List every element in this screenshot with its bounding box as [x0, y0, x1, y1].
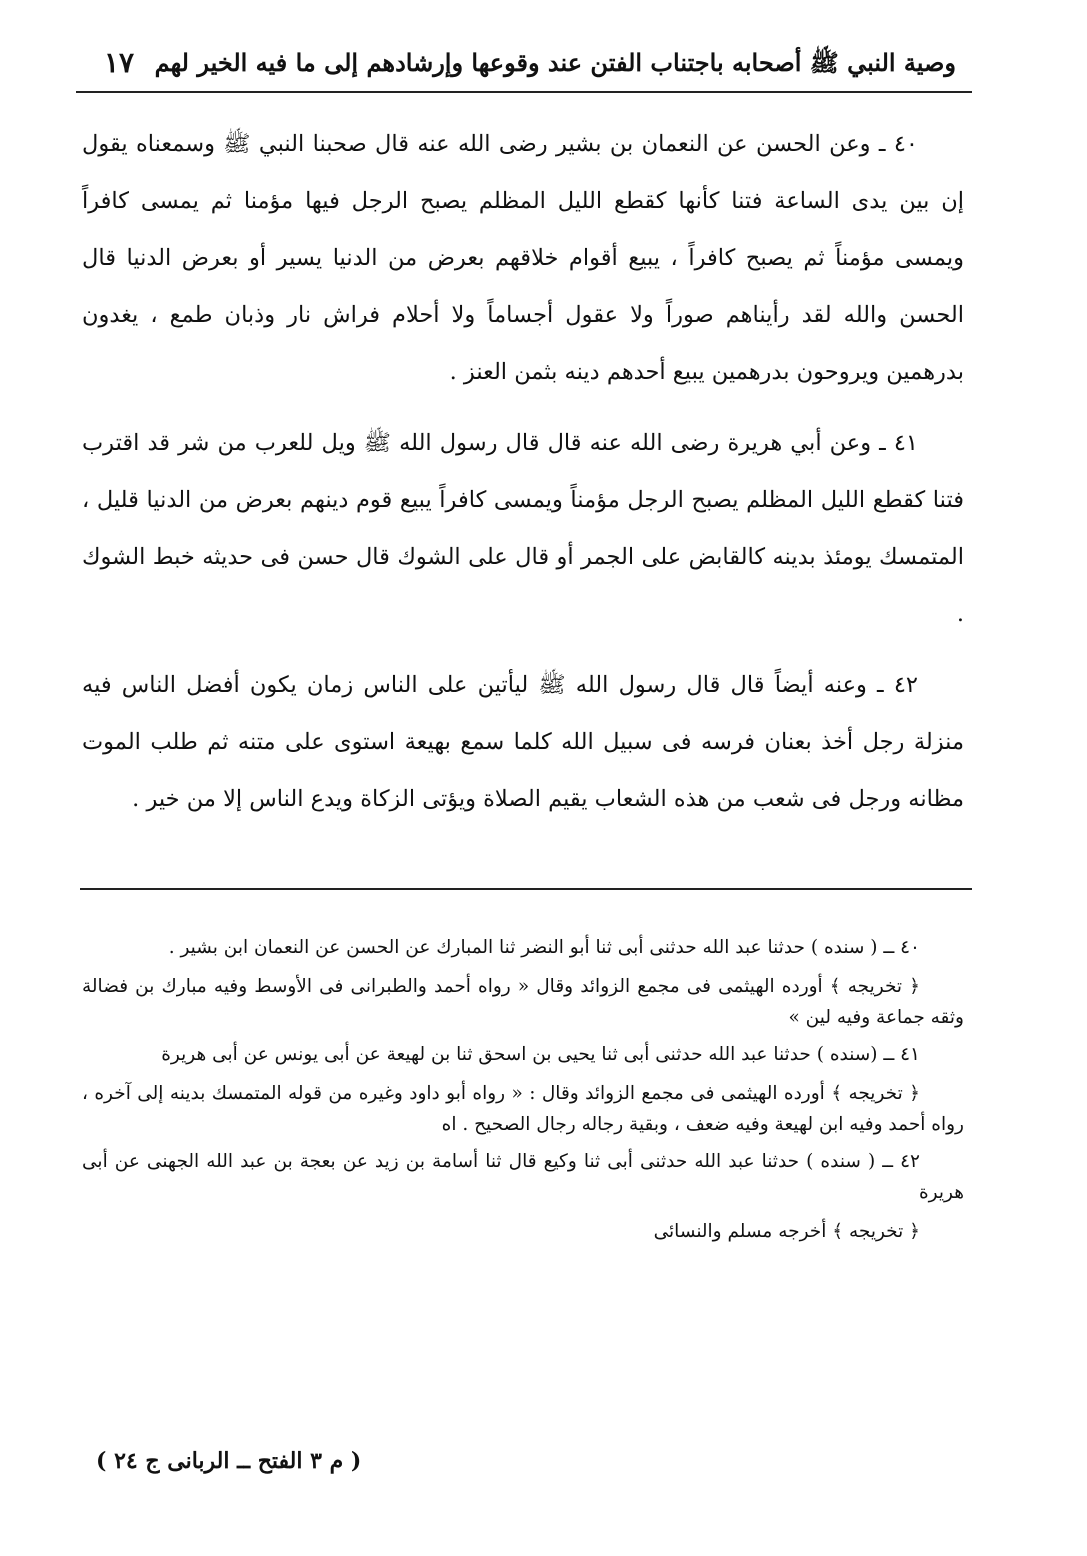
- hadith-41: ٤١ ـ وعن أبي هريرة رضى الله عنه قال قال رسول الله ﷺ ويل للعرب من شر قد اقترب فتنا كقطع الليل المظلم يصبح الرجل مؤمناً ويمسى كافراً يبيع قوم دينهم بعرض من الدنيا قليل ، المتمسك يومئذ بدينه كالقابض على الجمر أو قال على الشوك قال حسن فى حديثه خبط الشوك .: [82, 430, 964, 627]
- footnote-rule: [80, 888, 972, 890]
- footnote-40-takhrij: ﴿ تخريجه ﴾ أورده الهيثمى فى مجمع الزوائد وقال « رواه أحمد والطبرانى فى الأوسط وفيه مبارك بن فضالة وثقه جماعة وفيه لين »: [82, 976, 964, 1028]
- running-title: وصية النبي ﷺ أصحابه باجتناب الفتن عند وقوعها وإرشادهم إلى ما فيه الخير لهم: [154, 48, 956, 77]
- footnote-41-sanad: ٤١ ــ (سنده ) حدثنا عبد الله حدثنى أبى ثنا يحيى بن اسحق ثنا بن لهيعة عن أبى يونس عن أبى هريرة: [161, 1044, 920, 1065]
- main-text: [82, 116, 964, 842]
- page-number: ١٧: [104, 46, 135, 79]
- hadith-42: ٤٢ ـ وعنه أيضاً قال قال رسول الله ﷺ ليأتين على الناس زمان يكون أفضل الناس فيه منزلة رجل أخذ بعنان فرسه فى سبيل الله كلما سمع بهيعة استوى على متنه ثم طلب الموت مظانه ورجل فى شعب من هذه الشعاب يقيم الصلاة ويؤتى الزكاة ويدع الناس إلا من خير .: [82, 672, 964, 812]
- footnote-41-takhrij: ﴿ تخريجه ﴾ أورده الهيثمى فى مجمع الزوائد وقال : « رواه أبو داود وغيره من قوله المتمسك بدينه إلى آخره ، رواه أحمد وفيه ابن لهيعة وفيه ضعف ، وبقية رجاله رجال الصحيح . اه: [82, 1083, 964, 1135]
- footnotes: [82, 932, 964, 1253]
- footnote-42-sanad: ٤٢ ــ ( سنده ) حدثنا عبد الله حدثنى أبى ثنا وكيع قال ثنا أسامة بن زيد عن بعجة بن عبد الله الجهنى عن أبى هريرة: [82, 1151, 964, 1203]
- signature-mark: ( م ٣ الفتح ــ الربانى ج ٢٤ ): [96, 1448, 362, 1474]
- header-rule: [76, 91, 972, 93]
- page-header: [86, 42, 986, 88]
- hadith-40: ٤٠ ـ وعن الحسن عن النعمان بن بشير رضى الله عنه قال صحبنا النبي ﷺ وسمعناه يقول إن بين يدى الساعة فتنا كأنها كقطع الليل المظلم يصبح الرجل فيها مؤمنا ثم يمسى كافراً ويمسى مؤمناً ثم يصبح كافراً ، يبيع أقوام خلاقهم بعرض من الدنيا يسير أو بعرض الدنيا قال الحسن والله لقد رأيناهم صوراً ولا عقول أجساماً ولا أحلام فراش نار وذبان طمع ، يغدون بدرهمين ويروحون بدرهمين يبيع أحدهم دينه بثمن العنز .: [82, 131, 964, 385]
- footnote-42-takhrij: ﴿ تخريجه ﴾ أخرجه مسلم والنسائى: [653, 1221, 920, 1242]
- footnote-40-sanad: ٤٠ ــ ( سنده ) حدثنا عبد الله حدثنى أبى ثنا أبو النضر ثنا المبارك عن الحسن عن النعمان ابن بشير .: [168, 937, 920, 958]
